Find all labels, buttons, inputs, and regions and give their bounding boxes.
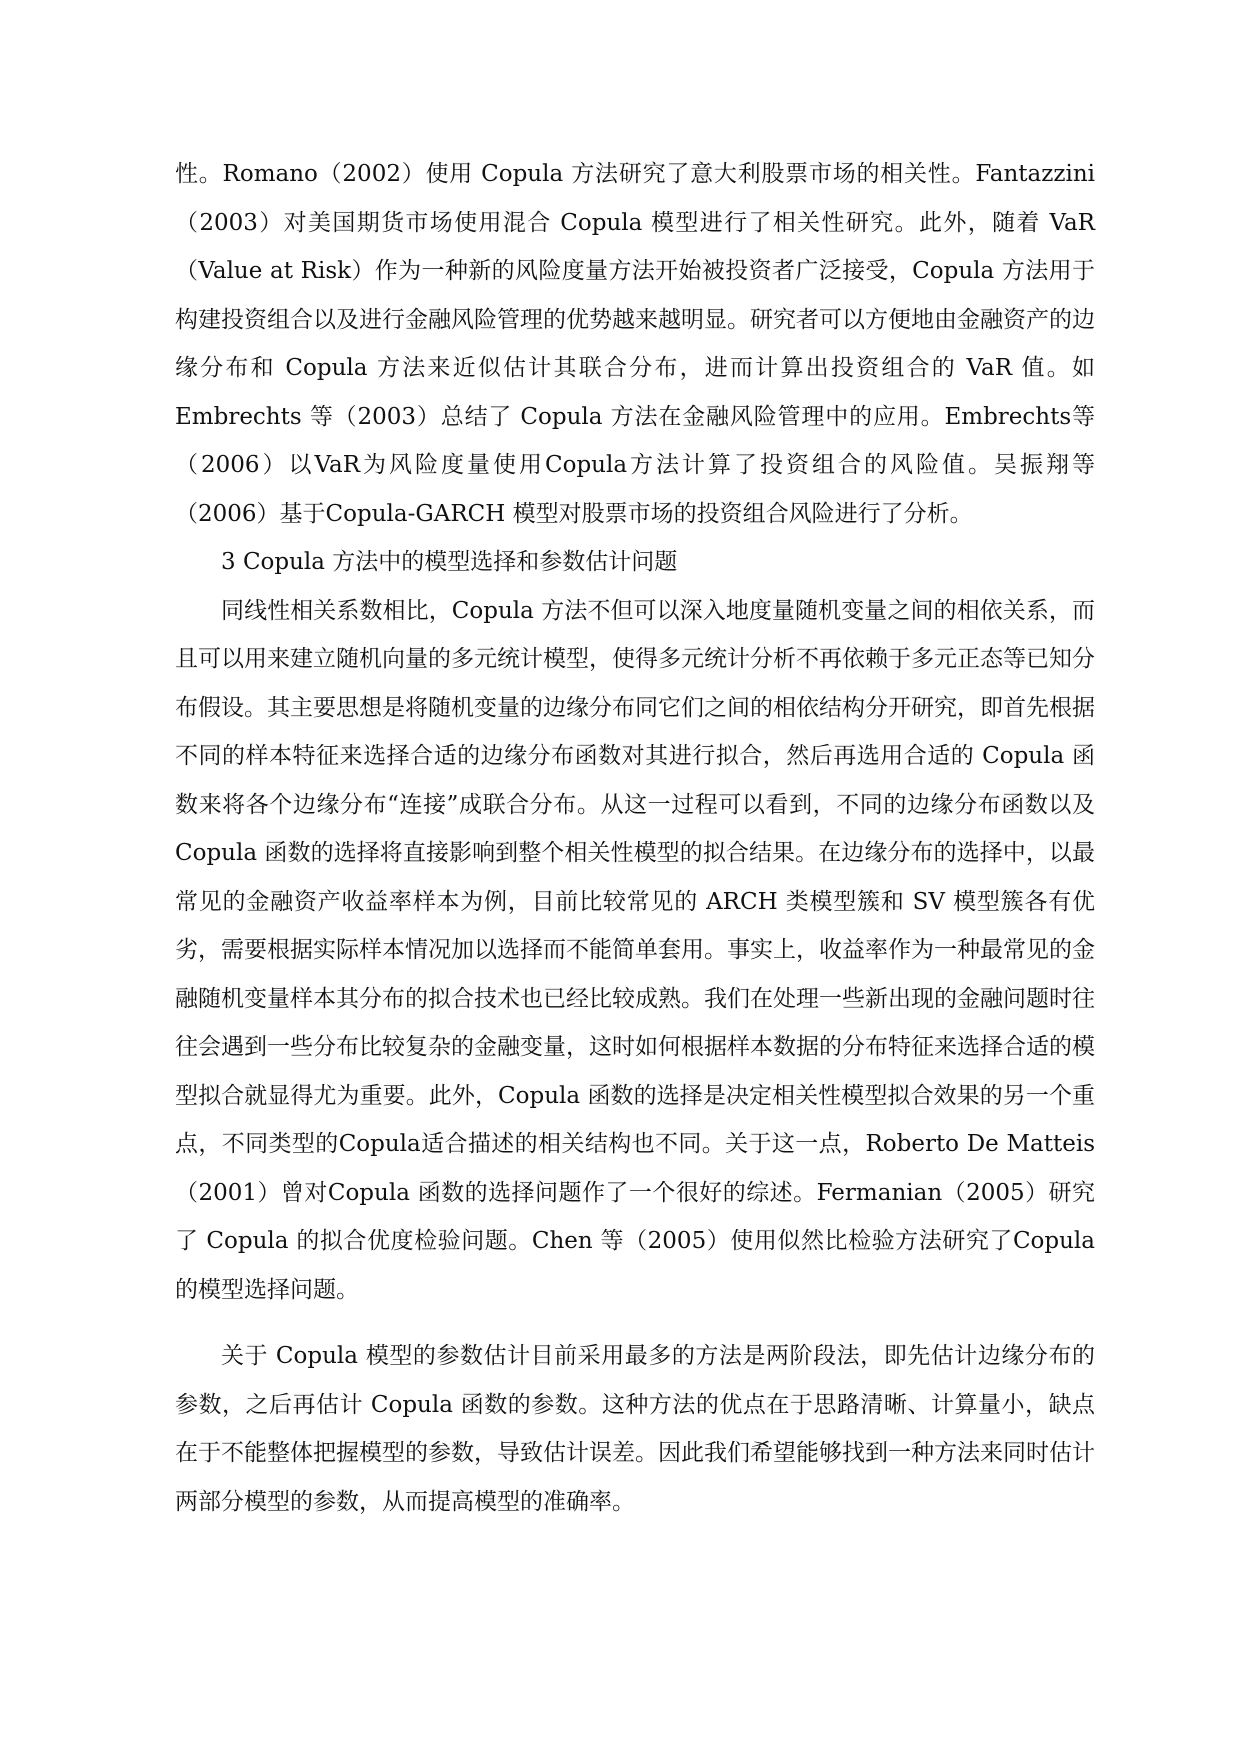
paragraph-parameter-estimation: 关于 Copula 模型的参数估计目前采用最多的方法是两阶段法，即先估计边缘分布的参数，之后再估计 Copula 函数的参数。这种方法的优点在于思路清晰、计算量小，缺点在于不能整体把握模型的参数，导致估计误差。因此我们希望能够找到一种方法来同时估计两部分模型的参数，从而提高模型的准确率。	[175, 1343, 1095, 1515]
section-heading: 3 Copula 方法中的模型选择和参数估计问题	[221, 549, 678, 575]
paragraph-continuation: 性。Romano（2002）使用 Copula 方法研究了意大利股票市场的相关性。Fantazzini（2003）对美国期货市场使用混合 Copula 模型进行了相关性研究。此外，随着 VaR（Value at Risk）作为一种新的风险度量方法开始被投资者广泛接受，Copula 方法用于构建投资组合以及进行金融风险管理的优势越来越明显。研究者可以方便地由金融资产的边缘分布和 Copula 方法来近似估计其联合分布，进而计算出投资组合的 VaR 值。如 Embrechts 等（2003）总结了 Copula 方法在金融风险管理中的应用。Embrechts等（2006）以VaR为风险度量使用Copula方法计算了投资组合的风险值。吴振翔等（2006）基于Copula-GARCH 模型对股票市场的投资组合风险进行了分析。	[175, 161, 1095, 527]
paragraph-model-selection: 同线性相关系数相比，Copula 方法不但可以深入地度量随机变量之间的相依关系，而且可以用来建立随机向量的多元统计模型，使得多元统计分析不再依赖于多元正态等已知分布假设。其主要思想是将随机变量的边缘分布同它们之间的相依结构分开研究，即首先根据不同的样本特征来选择合适的边缘分布函数对其进行拟合，然后再选用合适的 Copula 函数来将各个边缘分布“连接”成联合分布。从这一过程可以看到，不同的边缘分布函数以及 Copula 函数的选择将直接影响到整个相关性模型的拟合结果。在边缘分布的选择中，以最常见的金融资产收益率样本为例，目前比较常见的 ARCH 类模型簇和 SV 模型簇各有优劣，需要根据实际样本情况加以选择而不能简单套用。事实上，收益率作为一种最常见的金融随机变量样本其分布的拟合技术也已经比较成熟。我们在处理一些新出现的金融问题时往往会遇到一些分布比较复杂的金融变量，这时如何根据样本数据的分布特征来选择合适的模型拟合就显得尤为重要。此外，Copula 函数的选择是决定相关性模型拟合效果的另一个重点，不同类型的Copula适合描述的相关结构也不同。关于这一点，Roberto De Matteis（2001）曾对Copula 函数的选择问题作了一个很好的综述。Fermanian（2005）研究了 Copula 的拟合优度检验问题。Chen 等（2005）使用似然比检验方法研究了Copula的模型选择问题。	[175, 597, 1095, 1303]
document-body	[175, 150, 1095, 1526]
